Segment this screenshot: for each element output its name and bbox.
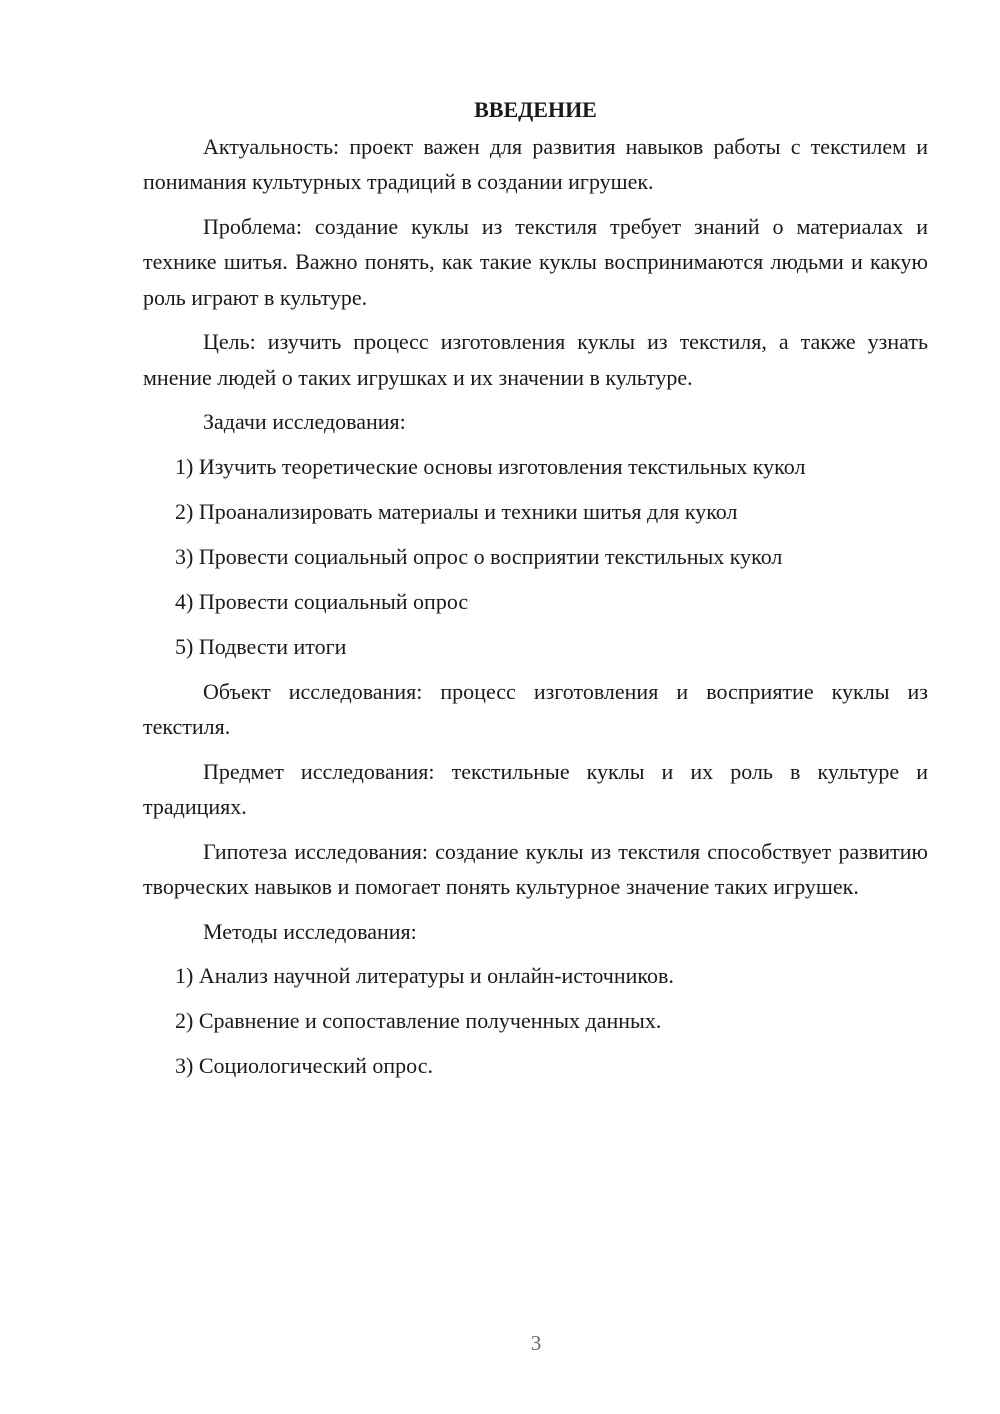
task-item: 3) Провести социальный опрос о восприятии текстильных кукол — [175, 543, 783, 569]
hypothesis-paragraph: Гипотеза исследования: создание куклы из текстиля способствует развитию творческих навыков и помогает понять культурное значение таких игрушек. — [143, 838, 928, 899]
methods-list — [143, 958, 928, 1084]
tasks-list — [143, 449, 928, 665]
goal-paragraph: Цель: изучить процесс изготовления куклы из текстиля, а также узнать мнение людей о таких игрушках и их значении в культуре. — [143, 329, 928, 390]
section-title: ВВЕДЕНИЕ — [474, 97, 597, 122]
method-item: 1) Анализ научной литературы и онлайн-источников. — [175, 963, 674, 988]
task-item: 1) Изучить теоретические основы изготовления текстильных кукол — [175, 453, 806, 479]
task-item: 2) Проанализировать материалы и техники шитья для кукол — [175, 498, 738, 524]
subject-paragraph: Предмет исследования: текстильные куклы и их роль в культуре и традициях. — [143, 758, 928, 819]
page-content — [143, 92, 928, 1093]
page-number: 3 — [530, 1331, 542, 1355]
problem-paragraph: Проблема: создание куклы из текстиля требует знаний о материалах и технике шитья. Важно понять, как такие куклы воспринимаются людьми и какую роль играют в культуре. — [143, 213, 928, 310]
methods-heading: Методы исследования: — [203, 918, 417, 944]
tasks-heading: Задачи исследования: — [203, 409, 406, 434]
task-item: 5) Подвести итоги — [175, 633, 347, 659]
task-item: 4) Провести социальный опрос — [175, 588, 469, 614]
method-item: 3) Социологический опрос. — [175, 1053, 433, 1078]
relevance-paragraph: Актуальность: проект важен для развития навыков работы с текстилем и понимания культурных традиций в создании игрушек. — [143, 133, 928, 194]
object-paragraph: Объект исследования: процесс изготовления и восприятие куклы из текстиля. — [143, 678, 928, 739]
method-item: 2) Сравнение и сопоставление полученных данных. — [175, 1008, 662, 1033]
